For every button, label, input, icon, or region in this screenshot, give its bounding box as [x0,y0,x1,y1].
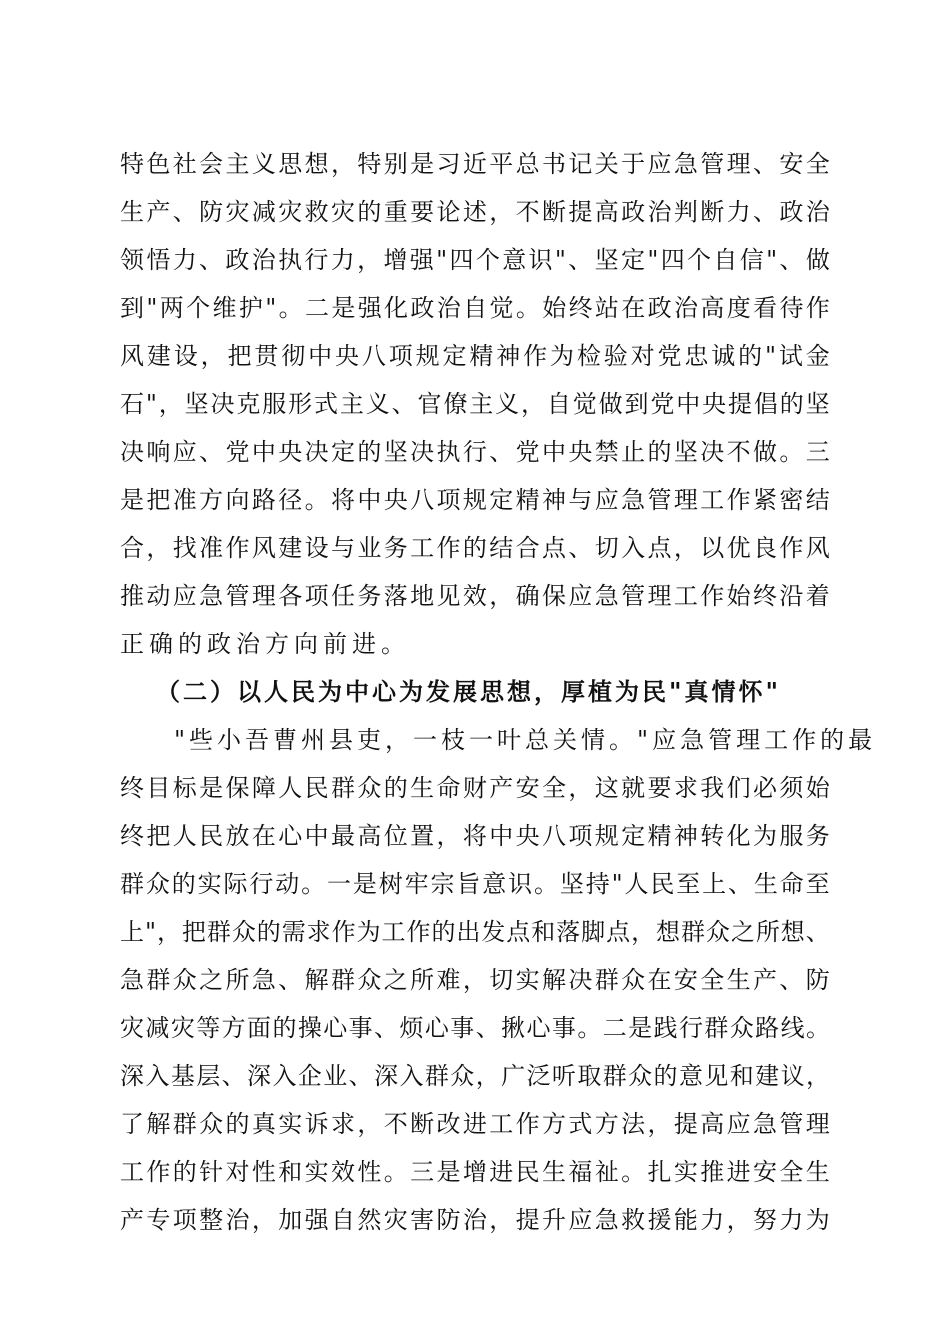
text-line: 特 色 社 会 主 义 思 想 ， 特 别 是 习 近 平 总 书 记 关 于 应 急 管 理 、 安 全 [120,150,830,178]
text-line: 终 目 标 是 保 障 人 民 群 众 的 生 命 财 产 安 全 ， 这 就 要 求 我 们 必 须 始 [120,774,830,802]
text-line: 了 解 群 众 的 真 实 诉 求 ， 不 断 改 进 工 作 方 式 方 法 ， 提 高 应 急 管 理 [120,1110,830,1138]
text-line: 急 群 众 之 所 急 、 解 群 众 之 所 难 ， 切 实 解 决 群 众 在 安 全 生 产 、 防 [120,966,830,994]
text-line: 领 悟 力 、 政 治 执 行 力 ， 增 强 " 四 个 意 识 " 、 坚 定 " 四 个 自 信 " 、 做 [120,246,830,274]
text-line: 是 把 准 方 向 路 径 。 将 中 央 八 项 规 定 精 神 与 应 急 管 理 工 作 紧 密 结 [120,486,830,514]
text-line: 深 入 基 层 、 深 入 企 业 、 深 入 群 众 ， 广 泛 听 取 群 众 的 意 见 和 建 议 ， [120,1062,830,1090]
text-line: 工 作 的 针 对 性 和 实 效 性 。 三 是 增 进 民 生 福 祉 。 扎 实 推 进 安 全 生 [120,1158,830,1186]
text-line: 风 建 设 ， 把 贯 彻 中 央 八 项 规 定 精 神 作 为 检 验 对 党 忠 诚 的 " 试 金 [120,342,830,370]
text-line: 正确的政治方向前进。 [120,630,410,658]
text-line: 石 " ， 坚 决 克 服 形 式 主 义 、 官 僚 主 义 ， 自 觉 做 到 党 中 央 提 倡 的 坚 [120,390,830,418]
text-line: 决 响 应 、 党 中 央 决 定 的 坚 决 执 行 、 党 中 央 禁 止 的 坚 决 不 做 。 三 [120,438,830,466]
text-line: 生 产 、 防 灾 减 灾 救 灾 的 重 要 论 述 ， 不 断 提 高 政 治 判 断 力 、 政 治 [120,198,830,226]
paragraph-first-line: "些小吾曹州县吏，一枝一叶总关情。"应急管理工作的最 [174,726,877,754]
text-line: 终 把 人 民 放 在 心 中 最 高 位 置 ， 将 中 央 八 项 规 定 精 神 转 化 为 服 务 [120,822,830,850]
text-line: 灾 减 灾 等 方 面 的 操 心 事 、 烦 心 事 、 揪 心 事 。 二 是 践 行 群 众 路 线 。 [120,1014,830,1042]
text-line: 产 专 项 整 治 ， 加 强 自 然 灾 害 防 治 ， 提 升 应 急 救 援 能 力 ， 努 力 为 [120,1206,830,1234]
text-line: 推 动 应 急 管 理 各 项 任 务 落 地 见 效 ， 确 保 应 急 管 理 工 作 始 终 沿 着 [120,582,830,610]
section-heading: （二）以人民为中心为发展思想，厚植为民"真情怀" [156,677,782,706]
text-line: 到 " 两 个 维 护 " 。 二 是 强 化 政 治 自 觉 。 始 终 站 在 政 治 高 度 看 待 作 [120,294,830,322]
text-line: 上 " ， 把 群 众 的 需 求 作 为 工 作 的 出 发 点 和 落 脚 点 ， 想 群 众 之 所 想 、 [120,918,830,946]
text-line: 群 众 的 实 际 行 动 。 一 是 树 牢 宗 旨 意 识 。 坚 持 " 人 民 至 上 、 生 命 至 [120,870,830,898]
body-text [120,140,877,1244]
text-line: 合 ， 找 准 作 风 建 设 与 业 务 工 作 的 结 合 点 、 切 入 点 ， 以 优 良 作 风 [120,534,830,562]
